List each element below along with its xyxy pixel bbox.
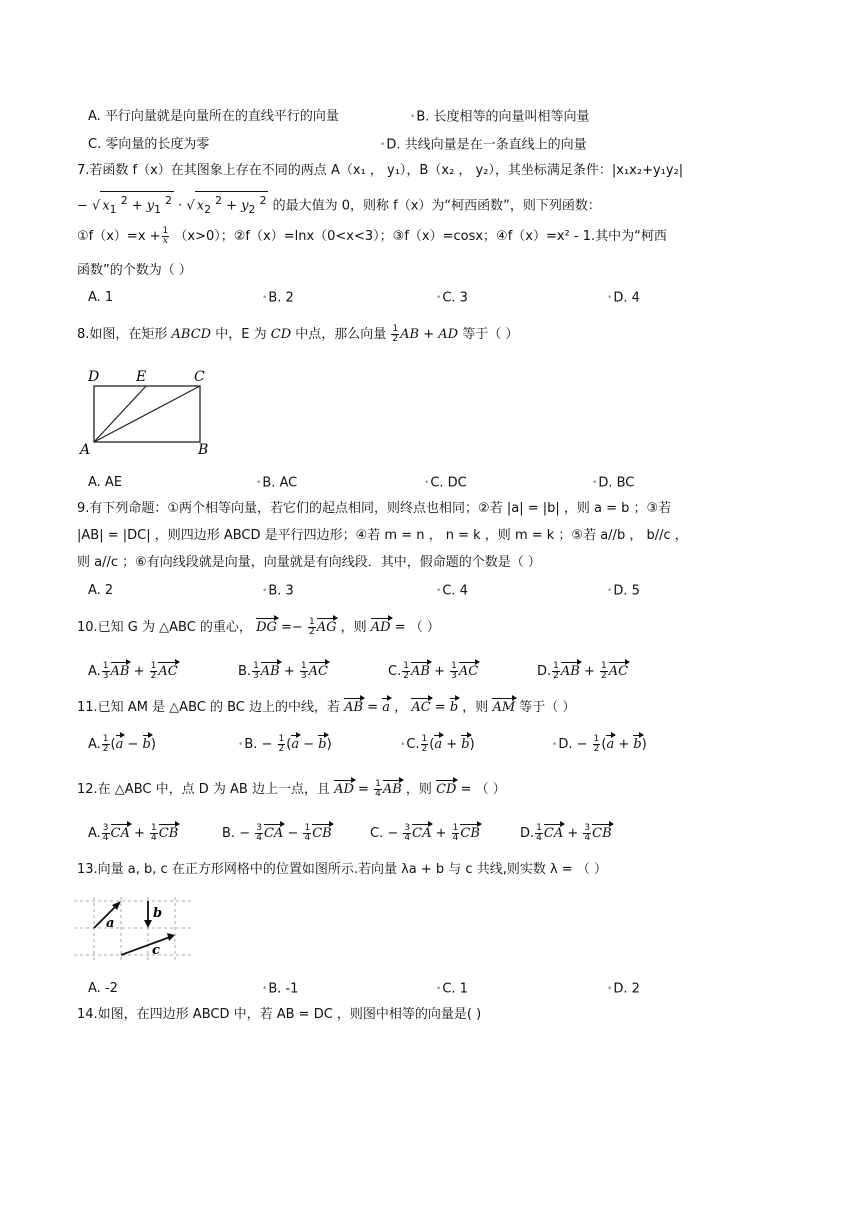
bullet-dot-icon: • xyxy=(238,739,244,750)
q12-option-b[interactable]: B. − $\frac{3}{4}$ CA − $\frac{1}{4}$ CB xyxy=(222,823,332,843)
label-a: A xyxy=(80,442,91,458)
q10-option-d[interactable]: D. $\frac{1}{2}$ AB + $\frac{1}{2}$ AC xyxy=(537,661,629,681)
q13-option-a[interactable]: A. -2 xyxy=(88,981,118,996)
label-d: D xyxy=(88,369,100,385)
fraction: $\frac{1}{2}$ xyxy=(392,324,399,344)
q9-option-c[interactable]: •C. 4 xyxy=(436,583,468,599)
q11-option-a[interactable]: A. $\frac{1}{2}$ (a − b) xyxy=(88,734,156,754)
q9-stem-line2: |AB| = |DC| ，则四边形 ABCD 是平行四边形；④若 m = n ， n = k ，则 m = k ；⑤若 a//b ， b//c ， xyxy=(77,528,688,543)
q10-option-c[interactable]: C. $\frac{1}{2}$ AB + $\frac{1}{3}$ AC xyxy=(388,661,479,681)
label-vector-b: b xyxy=(153,906,163,921)
q10-stem: 10.已知 G 为 △ABC 的重心， DG =− $\frac{1}{2}$ AG ，则 AD = （ ） xyxy=(77,617,440,637)
label-vector-a: a xyxy=(106,916,115,931)
q6-option-a[interactable]: A. 平行向量就是向量所在的直线平行的向量 xyxy=(88,109,339,124)
bullet-dot-icon: • xyxy=(607,293,613,303)
bullet-dot-icon: • xyxy=(424,478,430,488)
rectangle-abcd-figure xyxy=(80,368,220,460)
bullet-dot-icon: • xyxy=(436,293,442,303)
fraction: $\frac{1}{4}$ xyxy=(375,779,381,799)
q9-option-d[interactable]: •D. 5 xyxy=(607,583,640,599)
q11-option-c[interactable]: •C. $\frac{1}{2}$ (a + b) xyxy=(400,734,475,754)
q9-stem-line1: 9.有下列命题：①两个相等向量，若它们的起点相同，则终点也相同；②若 |a| = |b| ，则 a = b ；③若 xyxy=(77,501,672,516)
q7-stem-line1: 7.若函数 f（x）在其图象上存在不同的两点 A（x₁ ， y₁），B（x₂ ， y₂），其坐标满足条件：|x₁x₂+y₁y₂| xyxy=(77,163,684,178)
q7-stem-suffix: 的最大值为 0，则称 f（x）为“柯西函数”，则下列函数： xyxy=(268,198,601,214)
q9-option-b[interactable]: •B. 3 xyxy=(262,583,294,599)
label-e: E xyxy=(136,369,147,385)
q11-stem: 11.已知 AM 是 △ABC 的 BC 边上的中线，若 AB = a ， AC = b ，则 AM 等于（ ） xyxy=(77,700,576,715)
bullet-dot-icon: • xyxy=(262,293,268,303)
q12-option-d[interactable]: D. $\frac{1}{4}$ CA + $\frac{3}{4}$ CB xyxy=(520,823,612,843)
q13-stem: 13.向量 a, b, c 在正方形网格中的位置如图所示.若向量 λa + b 与 c 共线,则实数 λ = （ ） xyxy=(77,862,607,877)
bullet-dot-icon: • xyxy=(262,984,268,994)
q8-option-b[interactable]: •B. AC xyxy=(256,475,298,491)
bullet-dot-icon: • xyxy=(436,984,442,994)
bullet-dot-icon: • xyxy=(436,586,442,596)
bullet-dot-icon: • xyxy=(607,586,613,596)
q8-option-a[interactable]: A. AE xyxy=(88,475,123,490)
bullet-dot-icon: • xyxy=(400,739,406,750)
label-vector-c: c xyxy=(152,943,160,958)
q12-stem: 12.在 △ABC 中，点 D 为 AB 边上一点，且 AD = $\frac{1}{4}$ AB ，则 CD = （ ） xyxy=(77,779,506,799)
q10-option-b[interactable]: B. $\frac{1}{3}$ AB + $\frac{1}{3}$ AC xyxy=(238,661,328,681)
q8-option-d[interactable]: •D. BC xyxy=(592,475,635,491)
q13-option-d[interactable]: •D. 2 xyxy=(607,981,640,997)
label-b: B xyxy=(198,442,209,458)
bullet-dot-icon: • xyxy=(607,984,613,994)
bullet-dot-icon: • xyxy=(552,739,558,750)
q9-option-a[interactable]: A. 2 xyxy=(88,583,114,598)
q7-option-d[interactable]: •D. 4 xyxy=(607,290,640,306)
fraction: $\frac{1}{x}$ xyxy=(162,226,169,246)
bullet-dot-icon: • xyxy=(262,586,268,596)
q11-option-b[interactable]: •B. − $\frac{1}{2}$ (a − b) xyxy=(238,734,332,754)
q13-option-b[interactable]: •B. -1 xyxy=(262,981,299,997)
fraction: $\frac{1}{2}$ xyxy=(308,617,315,637)
q6-option-b[interactable]: •B. 长度相等的向量叫相等向量 xyxy=(410,109,590,125)
q8-stem: 8.如图，在矩形 ABCD 中，E 为 CD 中点，那么向量 $\frac{1}{2}$ AB + AD 等于（ ） xyxy=(77,324,519,344)
bullet-dot-icon: • xyxy=(410,112,416,122)
q7-option-c[interactable]: •C. 3 xyxy=(436,290,468,306)
q12-option-c[interactable]: C. − $\frac{3}{4}$ CA + $\frac{1}{4}$ CB xyxy=(370,823,480,843)
q9-stem-line3: 则 a//c ；⑥有向线段就是向量，向量就是有向线段．其中，假命题的个数是（ ） xyxy=(77,555,541,570)
bullet-dot-icon: • xyxy=(380,140,386,150)
q7-option-a[interactable]: A. 1 xyxy=(88,290,114,305)
q13-option-c[interactable]: •C. 1 xyxy=(436,981,468,997)
label-c: C xyxy=(194,369,205,385)
q8-option-c[interactable]: •C. DC xyxy=(424,475,467,491)
q7-stem-line2: − √ $x_1$ $^2 + y_1$ $^2$ · √ $x_2$ $^2 + y_2$ $^2$ 的最大值为 0，则称 f（x）为“柯西函数”，则下列函数： xyxy=(77,191,601,219)
q14-stem: 14.如图，在四边形 ABCD 中，若 AB = DC ，则图中相等的向量是( ) xyxy=(77,1007,482,1022)
q6-option-d[interactable]: •D. 共线向量是在一条直线上的向量 xyxy=(380,137,587,153)
q7-option-b[interactable]: •B. 2 xyxy=(262,290,294,306)
vector-grid-figure xyxy=(74,897,198,963)
q7-stem-line3: ①f（x）=x + $\frac{1}{x}$ （x>0）；②f（x）=lnx（0<x<3）；③f（x）=cosx；④f（x）=x² - 1.其中为“柯西 xyxy=(77,226,667,246)
q11-option-d[interactable]: •D. − $\frac{1}{2}$ (a + b) xyxy=(552,734,647,754)
q10-option-a[interactable]: A. $\frac{1}{3}$ AB + $\frac{1}{2}$ AC xyxy=(88,661,178,681)
q12-option-a[interactable]: A. $\frac{3}{4}$ CA + $\frac{1}{4}$ CB xyxy=(88,823,179,843)
bullet-dot-icon: • xyxy=(592,478,598,488)
q7-stem-line4: 函数”的个数为（ ） xyxy=(77,263,192,278)
bullet-dot-icon: • xyxy=(256,478,262,488)
q6-option-c[interactable]: C. 零向量的长度为零 xyxy=(88,137,210,152)
